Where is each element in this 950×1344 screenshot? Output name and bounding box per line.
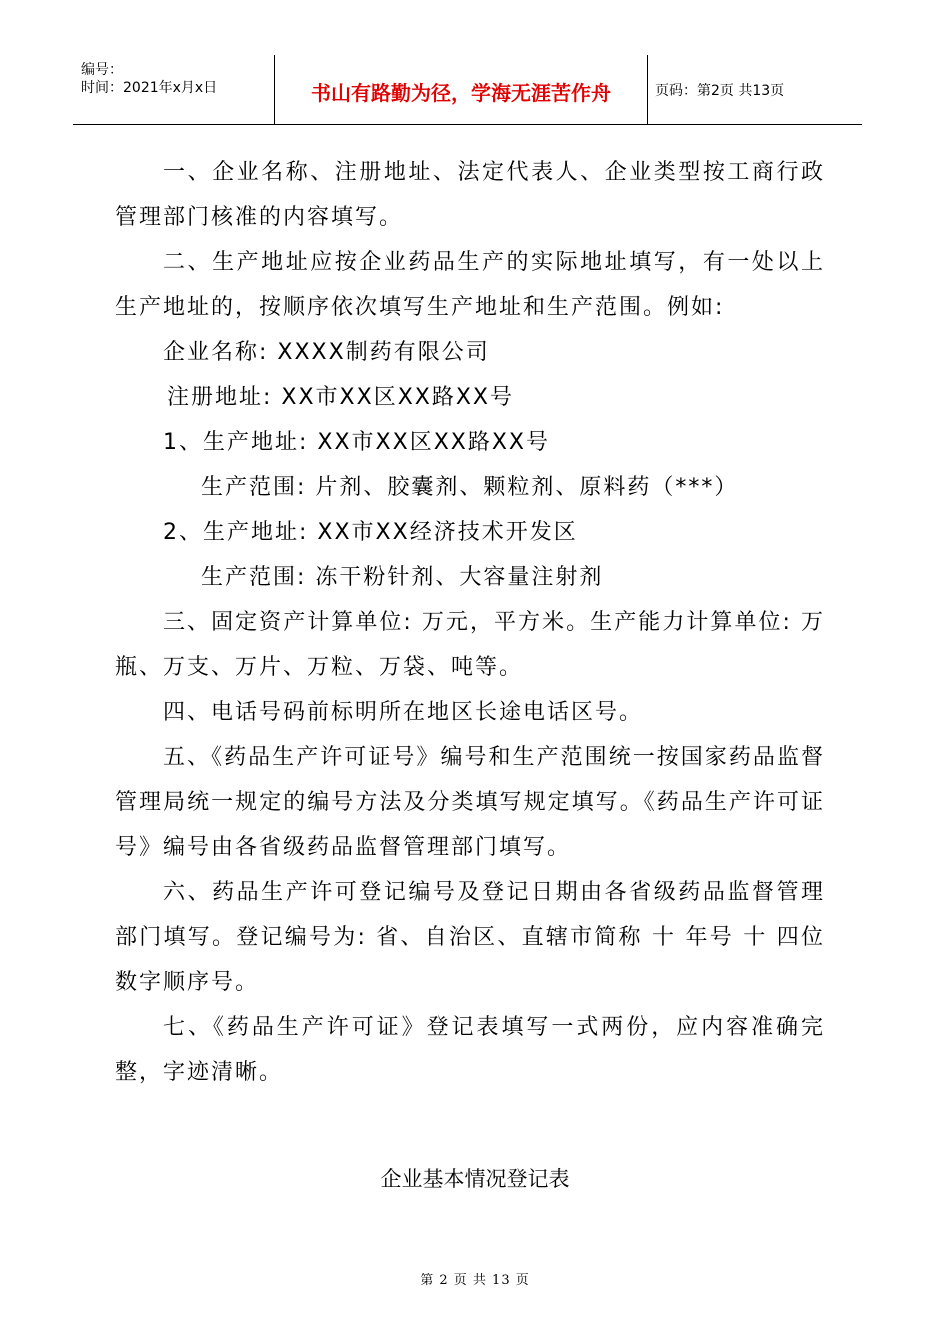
document-body	[115, 150, 825, 1095]
document-number-label: 编号：	[81, 62, 123, 78]
example-production-scope-1: 生产范围: 片剂、胶囊剂、颗粒剂、原料药（***）	[201, 475, 739, 500]
example-company-name: 企业名称: XXXX制药有限公司	[163, 340, 490, 365]
page-footer: 第 2 页 共 13 页	[420, 1273, 530, 1288]
example-production-scope-2: 生产范围: 冻干粉针剂、大容量注射剂	[201, 565, 604, 590]
example-production-address-1: 1、生产地址: XX市XX区XX路XX号	[163, 430, 550, 455]
example-production-address-2: 2、生产地址: XX市XX经济技术开发区	[163, 520, 578, 545]
paragraph-7: 七、《药品生产许可证》登记表填写一式两份，应内容准确完整，字迹清晰。	[115, 1015, 825, 1085]
example-registered-address: 注册地址: XX市XX区XX路XX号	[167, 385, 514, 410]
header-rule	[73, 124, 862, 125]
header-divider-right	[647, 55, 648, 125]
header-page-info: 页码：第2页 共13页	[655, 83, 785, 99]
header-meta	[81, 61, 217, 97]
section-title: 企业基本情况登记表	[380, 1167, 570, 1191]
page-header	[73, 55, 862, 125]
paragraph-2: 二、生产地址应按企业药品生产的实际地址填写，有一处以上生产地址的，按顺序依次填写生产地址和生产范围。例如:	[115, 250, 825, 320]
header-motto: 书山有路勤为径，学海无涯苦作舟	[311, 81, 611, 105]
paragraph-6: 六、药品生产许可登记编号及登记日期由各省级药品监督管理部门填写。登记编号为: 省、自治区、直辖市简称 十 年号 十 四位数字顺序号。	[115, 880, 825, 995]
paragraph-1: 一、企业名称、注册地址、法定代表人、企业类型按工商行政管理部门核准的内容填写。	[115, 160, 825, 230]
document-time-label: 时间：2021年x月x日	[81, 80, 218, 96]
paragraph-3: 三、固定资产计算单位: 万元，平方米。生产能力计算单位: 万瓶、万支、万片、万粒、万袋、吨等。	[115, 610, 825, 680]
paragraph-5: 五、《药品生产许可证号》编号和生产范围统一按国家药品监督管理局统一规定的编号方法及分类填写规定填写。《药品生产许可证号》编号由各省级药品监督管理部门填写。	[115, 745, 825, 860]
paragraph-4: 四、电话号码前标明所在地区长途电话区号。	[163, 700, 644, 725]
